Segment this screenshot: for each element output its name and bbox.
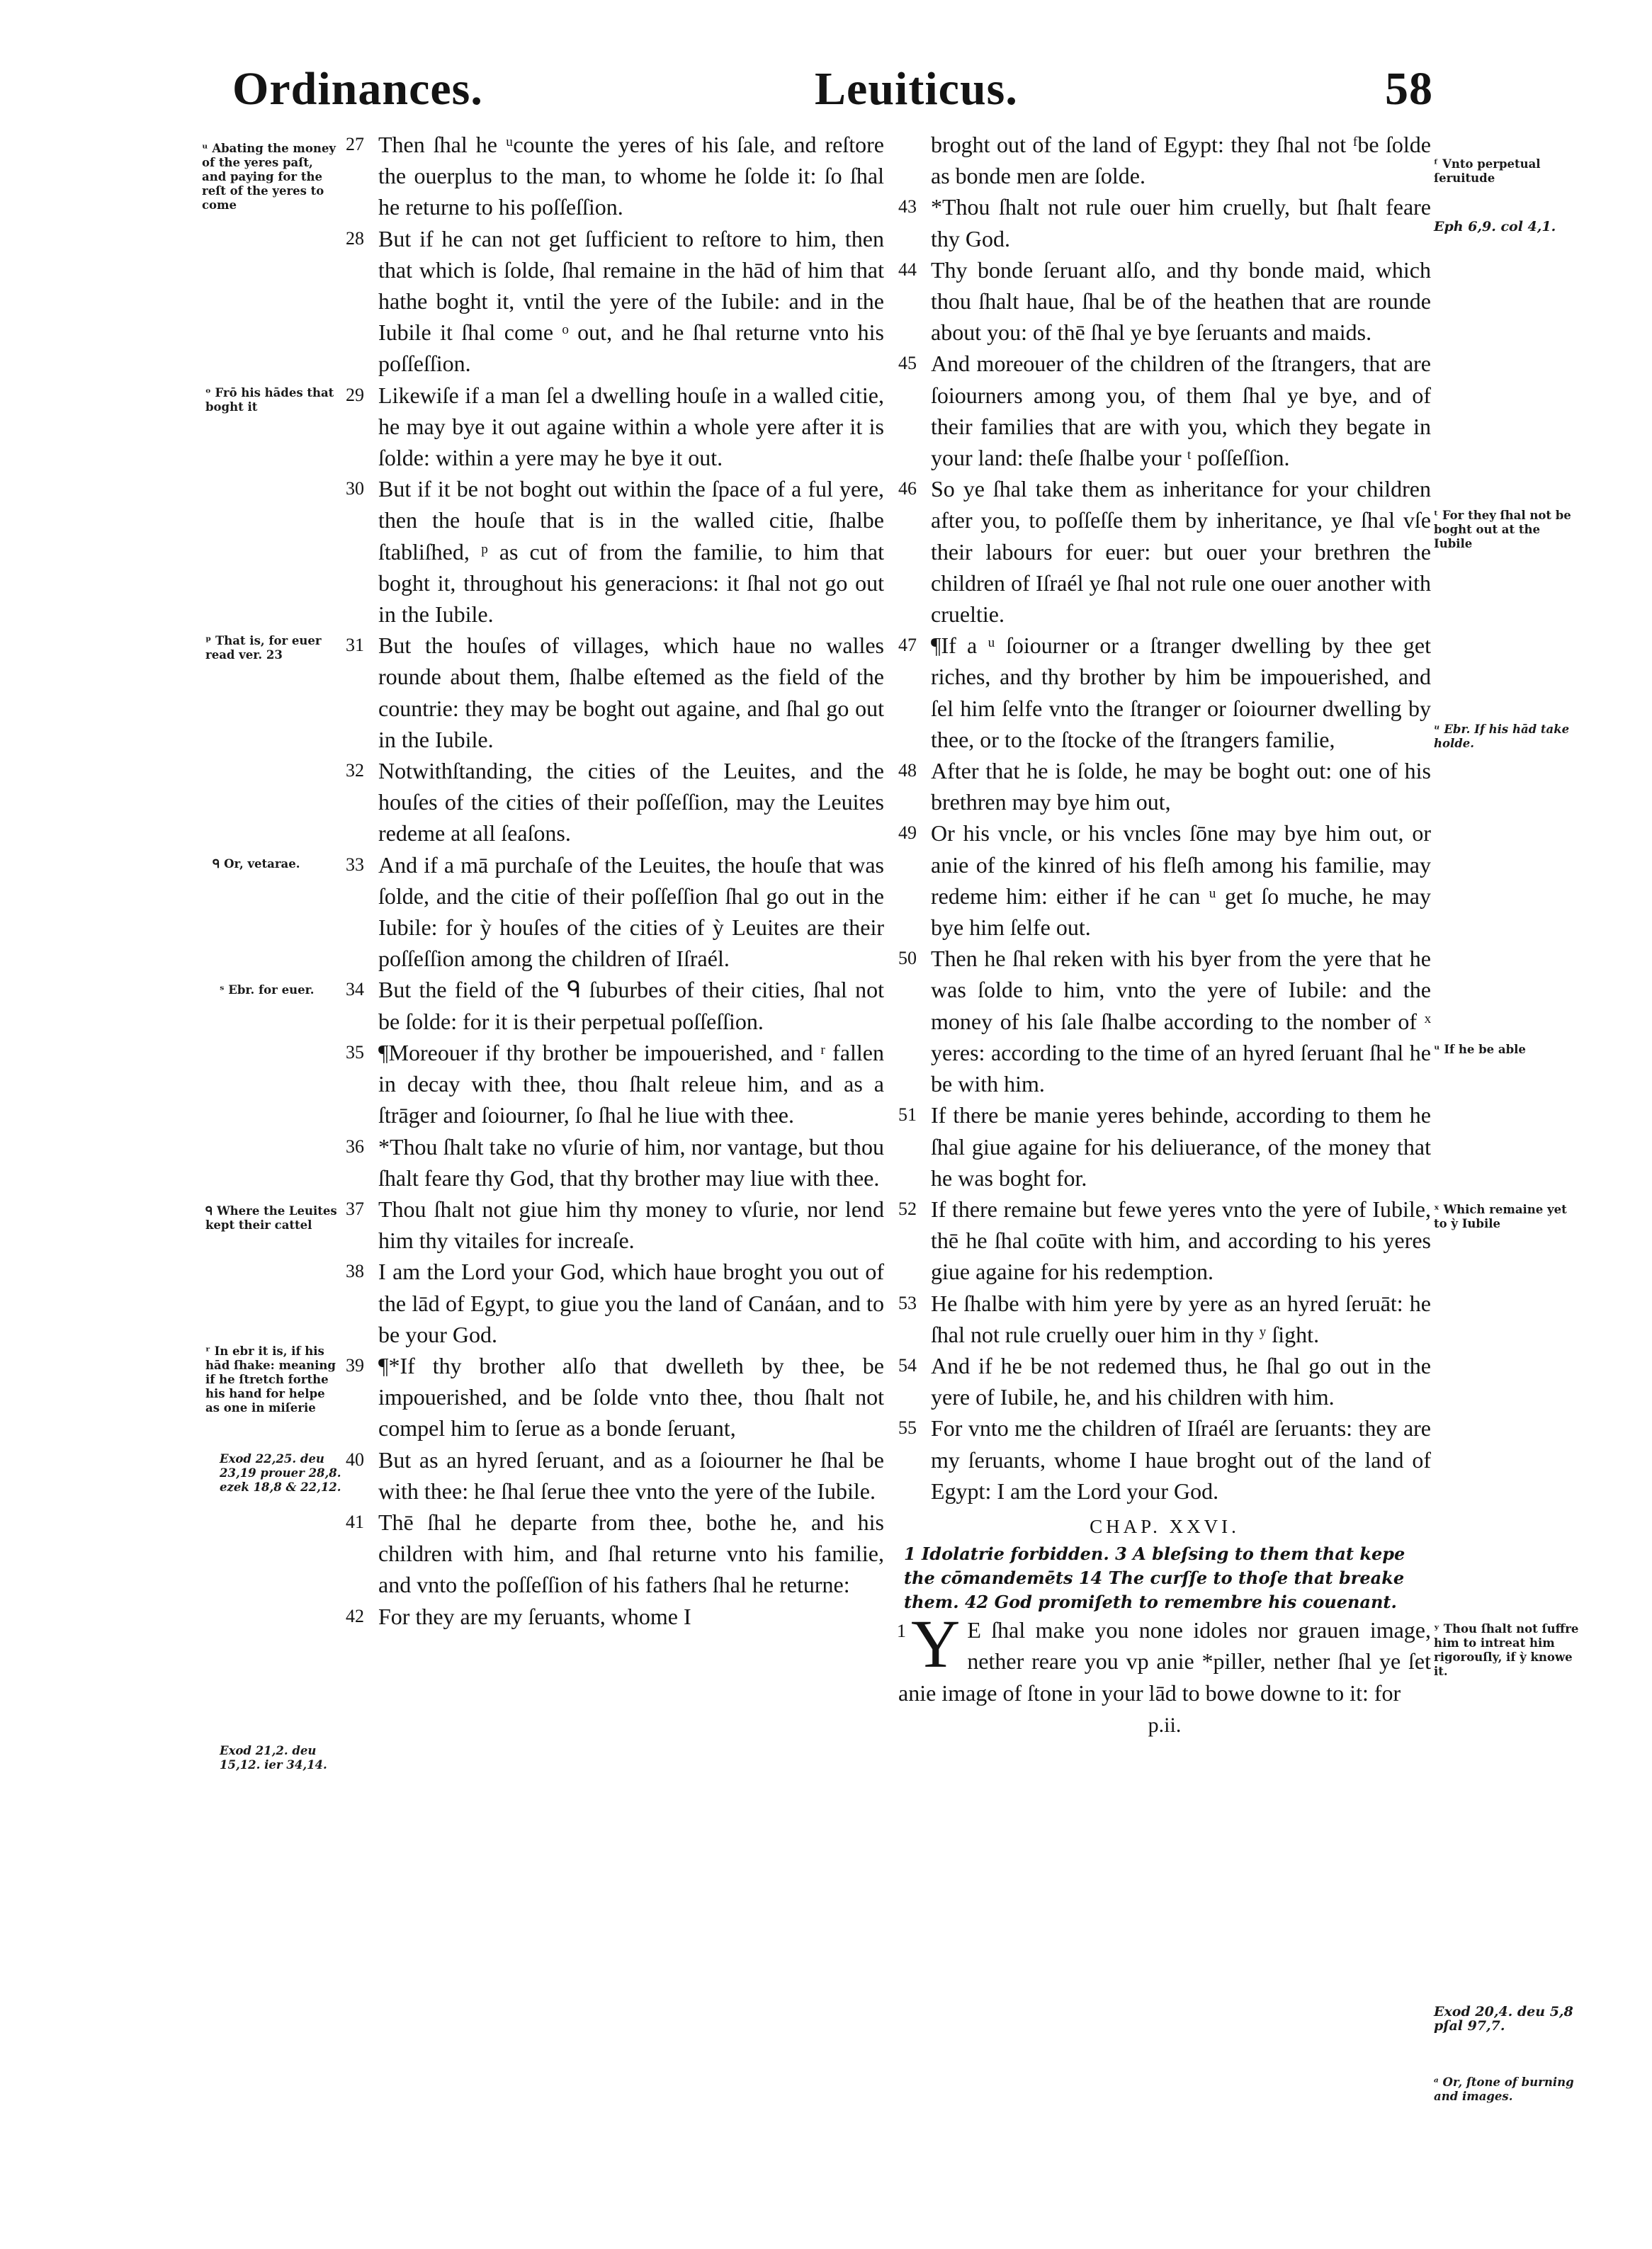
margin-note: ʸ Thou ſhalt not ſuffre him to intreat him rigorouſly, if ỳ knowe it. xyxy=(1434,1622,1579,1678)
verse xyxy=(898,943,1431,1099)
verse xyxy=(898,254,1431,349)
verse-number: 48 xyxy=(898,760,917,781)
verse xyxy=(346,974,884,1036)
verse-number: 53 xyxy=(898,1292,917,1313)
verse-text: But as an hyred ſeruant, and as a ſoiourner he ſhal be with thee: he ſhal ſerue thee vnto the yere of the Iubile. xyxy=(378,1446,884,1504)
verse-text: Thou ſhalt not giue him thy money to vſurie, nor lend him thy vitailes for increaſe. xyxy=(378,1196,884,1254)
verse xyxy=(346,849,884,975)
verse xyxy=(898,129,1431,191)
verse-number: 31 xyxy=(346,635,364,656)
verse xyxy=(346,1350,884,1444)
verse-number: 30 xyxy=(346,478,364,499)
verse-number: 42 xyxy=(346,1605,364,1626)
margin-note-crossref: Eph 6,9. col 4,1. xyxy=(1434,219,1556,234)
verse-text: Likewiſe if a man ſel a dwelling houſe in a walled citie, he may bye it out againe within a whole yere after it is ſolde: within a yere may he bye it out. xyxy=(378,382,884,471)
verse xyxy=(898,755,1431,817)
verse-text: After that he is ſolde, he may be boght out: one of his brethren may bye him out, xyxy=(931,758,1431,815)
verse-text: *Thou ſhalt not rule ouer him cruelly, but ſhalt feare thy God. xyxy=(931,194,1431,251)
verse-text: Notwithſtanding, the cities of the Leuites, and the houſes of the cities of their poſſeſſion, may the Leuites redeme at all ſeaſons. xyxy=(378,758,884,846)
verse xyxy=(346,129,884,223)
margin-note-crossref: Exod 20,4. deu 5,8 pſal 97,7. xyxy=(1434,2004,1573,2034)
margin-note: ᵘ Ebr. If his hād take holde. xyxy=(1434,723,1570,750)
margin-note: ᶠ Vnto perpetual ſeruitude xyxy=(1434,157,1541,185)
verse-number: 52 xyxy=(898,1198,917,1219)
verse-number: 33 xyxy=(346,854,364,875)
margin-note: ˢ Ebr. for euer. xyxy=(220,983,315,997)
verse-text: Thē ſhal he departe from thee, bothe he, and his children with him, and ſhal returne vnto his familie, and vnto the poſſeſſion of his fathers ſhal he returne: xyxy=(378,1509,884,1598)
verse-number: 1 xyxy=(897,1621,906,1642)
verse-number: 28 xyxy=(346,227,364,249)
signature-mark: p.ii. xyxy=(1148,1713,1182,1737)
chapter-summary: 1 Idolatrie forbidden. 3 A bleſsing to them that kepe the cōmandemēts 14 The curſſe to thoſe that breake them. 42 God promiſeth to remembre his couenant. xyxy=(904,1543,1405,1613)
verse-text: If there be manie yeres behinde, according to them he ſhal giue againe for his deliuerance, of the money that he was boght for. xyxy=(931,1102,1431,1191)
verse xyxy=(898,630,1431,755)
verse-text: If there remaine but fewe yeres vnto the yere of Iubile, thē he ſhal coūte with him, and according to his yeres giue againe for his redemption. xyxy=(931,1196,1431,1285)
verse-text: Then he ſhal reken with his byer from the yere that he was ſolde to him, vnto the yere of Iubile: and the money of his ſale ſhalbe according to the nomber of ˣ yeres: according to the time of an hyred ſeruant ſhal he be with him. xyxy=(931,946,1431,1097)
verse-text: Or his vncle, or his vncles ſōne may bye him out, or anie of the kinred of his fleſh among his familie, may redeme him: either if he can ᵘ get ſo muche, he may bye him ſelfe out. xyxy=(931,820,1431,941)
margin-note: ˣ Which remaine yet to ỳ Iubile xyxy=(1434,1203,1567,1230)
running-title-book: Leuiticus. xyxy=(815,63,1018,115)
verse-number: 40 xyxy=(346,1449,364,1470)
verse xyxy=(898,348,1431,473)
verse-number: 36 xyxy=(346,1135,364,1157)
verse xyxy=(898,1412,1431,1507)
verse-number: 34 xyxy=(346,979,364,1000)
verse-number: 35 xyxy=(346,1041,364,1063)
verse xyxy=(898,191,1431,254)
verse xyxy=(346,1037,884,1131)
margin-note-crossref: Exod 22,25. deu 23,19 prouer 28,8. ezek 18,8 & 22,12. xyxy=(220,1452,341,1494)
verse-text: I am the Lord your God, which haue broght you out of the lād of Egypt, to giue you the land of Canáan, and to be your God. xyxy=(378,1259,884,1347)
verse-text: He ſhalbe with him yere by yere as an hyred ſeruāt: he ſhal not rule cruelly ouer him in thy ʸ ſight. xyxy=(931,1290,1431,1347)
verse-number: 39 xyxy=(346,1354,364,1376)
verse xyxy=(898,1350,1431,1412)
verse-number: 37 xyxy=(346,1198,364,1219)
chapter-heading: CHAP. XXVI. xyxy=(1090,1515,1240,1537)
verse-text: But if he can not get ſufficient to reſtore to him, then that which is ſolde, ſhal remaine in the hād of him that hathe boght it, vntil the yere of the Iubile: and in the Iubile it ſhal come ᵒ out, and he ſhal returne vnto his poſſeſſion. xyxy=(378,225,884,377)
verse-text: And if a mā purchaſe of the Leuites, the houſe that was ſolde, and the citie of their poſſeſſion ſhal go out in the Iubile: for ỳ houſes of the cities of ỳ Leuites are their poſſeſſion among the children of Iſraél. xyxy=(378,851,884,972)
verse xyxy=(346,473,884,630)
verse-number: 43 xyxy=(898,196,917,217)
verse-number: 29 xyxy=(346,384,364,405)
verse-text: But the field of the ᑫ ſuburbes of their cities, ſhal not be ſolde: for it is their perpetual poſſeſſion. xyxy=(378,977,884,1034)
verse xyxy=(346,380,884,474)
verse-number: 32 xyxy=(346,760,364,781)
margin-note: ᵗ For they ſhal not be boght out at the Iubile xyxy=(1434,509,1571,550)
verse-number: 50 xyxy=(898,948,917,969)
verse-text: So ye ſhal take them as inheritance for your children after you, to poſſeſſe them by inheritance, ye ſhal vſe their labours for euer: but ouer your brethren the children of Iſraél ye ſhal not rule one ouer another with crueltie. xyxy=(931,476,1431,628)
margin-note: ʳ In ebr it is, if his hād ſhake: meaning if he ſtretch forthe his hand for helpe as one in miſerie xyxy=(205,1344,336,1415)
right-text-column xyxy=(898,129,1431,1741)
running-head xyxy=(0,62,1652,126)
verse-number: 51 xyxy=(898,1104,917,1126)
verse-number: 49 xyxy=(898,822,917,844)
verse-number: 55 xyxy=(898,1417,917,1439)
verse xyxy=(898,1288,1431,1350)
margin-note: ᑫ Where the Leuites kept their cattel xyxy=(205,1204,337,1232)
verse-text: *Thou ſhalt take no vſurie of him, nor vantage, but thou ſhalt feare thy God, that thy brother may liue with thee. xyxy=(378,1133,884,1191)
verse xyxy=(898,1099,1431,1194)
margin-note: ᵒ Frō his hādes that boght it xyxy=(205,386,334,414)
verse-text: For vnto me the children of Iſraél are ſeruants: they are my ſeruants, whome I haue broght out of the land of Egypt: I am the Lord your God. xyxy=(931,1415,1431,1504)
verse-text: And moreouer of the children of the ſtrangers, that are ſoiourners among you, of them ſhal ye bye, and of their families that are with you, which they begate in your land: theſe ſhalbe your ᵗ poſſeſſion. xyxy=(931,351,1431,471)
page-number: 58 xyxy=(1385,63,1433,115)
left-text-column xyxy=(346,129,884,1632)
verse xyxy=(346,1194,884,1256)
verse xyxy=(346,1601,884,1632)
margin-note: ᑫ Or, vetarae. xyxy=(213,857,300,871)
margin-note: ᵘ If he be able xyxy=(1434,1043,1526,1056)
running-title-left: Ordinances. xyxy=(232,63,483,115)
verse xyxy=(346,223,884,380)
verse-number: 38 xyxy=(346,1261,364,1282)
margin-note: ᵘ Abating the money of the yeres paſt, and paying for the reſt of the yeres to come xyxy=(202,142,336,212)
verse-text: But if it be not boght out within the ſpace of a ful yere, then the houſe that is in the walled citie, ſhalbe ſtabliſhed, ᵖ as cut of from the familie, to him that boght it, throughout his generacions: it ſhal not go out in the Iubile. xyxy=(378,476,884,628)
verse-number: 41 xyxy=(346,1511,364,1532)
verse-chapter-opening xyxy=(897,1606,1431,1709)
verse-text: ¶If a ᵘ ſoiourner or a ſtranger dwelling by thee get riches, and thy brother by him be impouerished, and ſel him ſelfe vnto the ſtranger or ſoiourner dwelling by thee, or to the ſtocke of the ſtrangers familie, xyxy=(931,633,1431,752)
verse xyxy=(346,1507,884,1601)
verse xyxy=(346,1256,884,1350)
verse xyxy=(346,1444,884,1507)
verse xyxy=(346,630,884,755)
verse-text: And if he be not redemed thus, he ſhal go out in the yere of Iubile, he, and his children with him. xyxy=(931,1352,1431,1410)
margin-note: ᵃ Or, ſtone of burning and images. xyxy=(1434,2075,1574,2103)
verse xyxy=(346,1131,884,1194)
verse-text: ¶Moreouer if thy brother be impouerished, and ʳ fallen in decay with thee, thou ſhalt releue him, and as a ſtrāger and ſoiourner, ſo ſhal he liue with thee. xyxy=(378,1039,884,1128)
verse-text: Then ſhal he ᵘcounte the yeres of his ſale, and reſtore the ouerplus to the man, to whome he ſolde it: ſo ſhal he returne to his poſſeſſion. xyxy=(378,132,884,220)
verse xyxy=(898,473,1431,630)
verse-text: Thy bonde ſeruant alſo, and thy bonde maid, which thou ſhalt haue, ſhal be of the heathen that are rounde about you: of thē ſhal ye bye ſeruants and maids. xyxy=(931,256,1431,346)
verse xyxy=(346,755,884,849)
verse-number: 54 xyxy=(898,1354,917,1376)
verse xyxy=(898,1194,1431,1288)
verse-text: But the houſes of villages, which haue no walles rounde about them, ſhalbe eſtemed as the field of the countrie: they may be boght out againe, and ſhal go out in the Iubile. xyxy=(378,633,884,752)
margin-note: ᵖ That is, for euer read ver. 23 xyxy=(205,634,322,662)
margin-note-crossref: Exod 21,2. deu 15,12. ier 34,14. xyxy=(220,1744,327,1772)
verse-number: 47 xyxy=(898,635,917,656)
verse-text: E ſhal make you none idoles nor grauen image, nether reare you vp anie *piller, nether ſhal ye ſet anie image of ſtone in your lād to bowe downe to it: for xyxy=(898,1617,1431,1706)
verse-number: 45 xyxy=(898,353,917,374)
verse-number: 27 xyxy=(346,134,364,154)
drop-cap: Y xyxy=(911,1606,961,1682)
verse xyxy=(898,817,1431,943)
verse-number: 44 xyxy=(898,259,917,280)
verse-text: ¶*If thy brother alſo that dwelleth by thee, be impouerished, and be ſolde vnto thee, thou ſhalt not compel him to ſerue as a bonde ſeruant, xyxy=(378,1352,884,1441)
verse-text: broght out of the land of Egypt: they ſhal not ᶠbe ſolde as bonde men are ſolde. xyxy=(931,132,1431,189)
verse-number: 46 xyxy=(898,478,917,499)
verse-text: For they are my ſeruants, whome I xyxy=(378,1603,691,1629)
